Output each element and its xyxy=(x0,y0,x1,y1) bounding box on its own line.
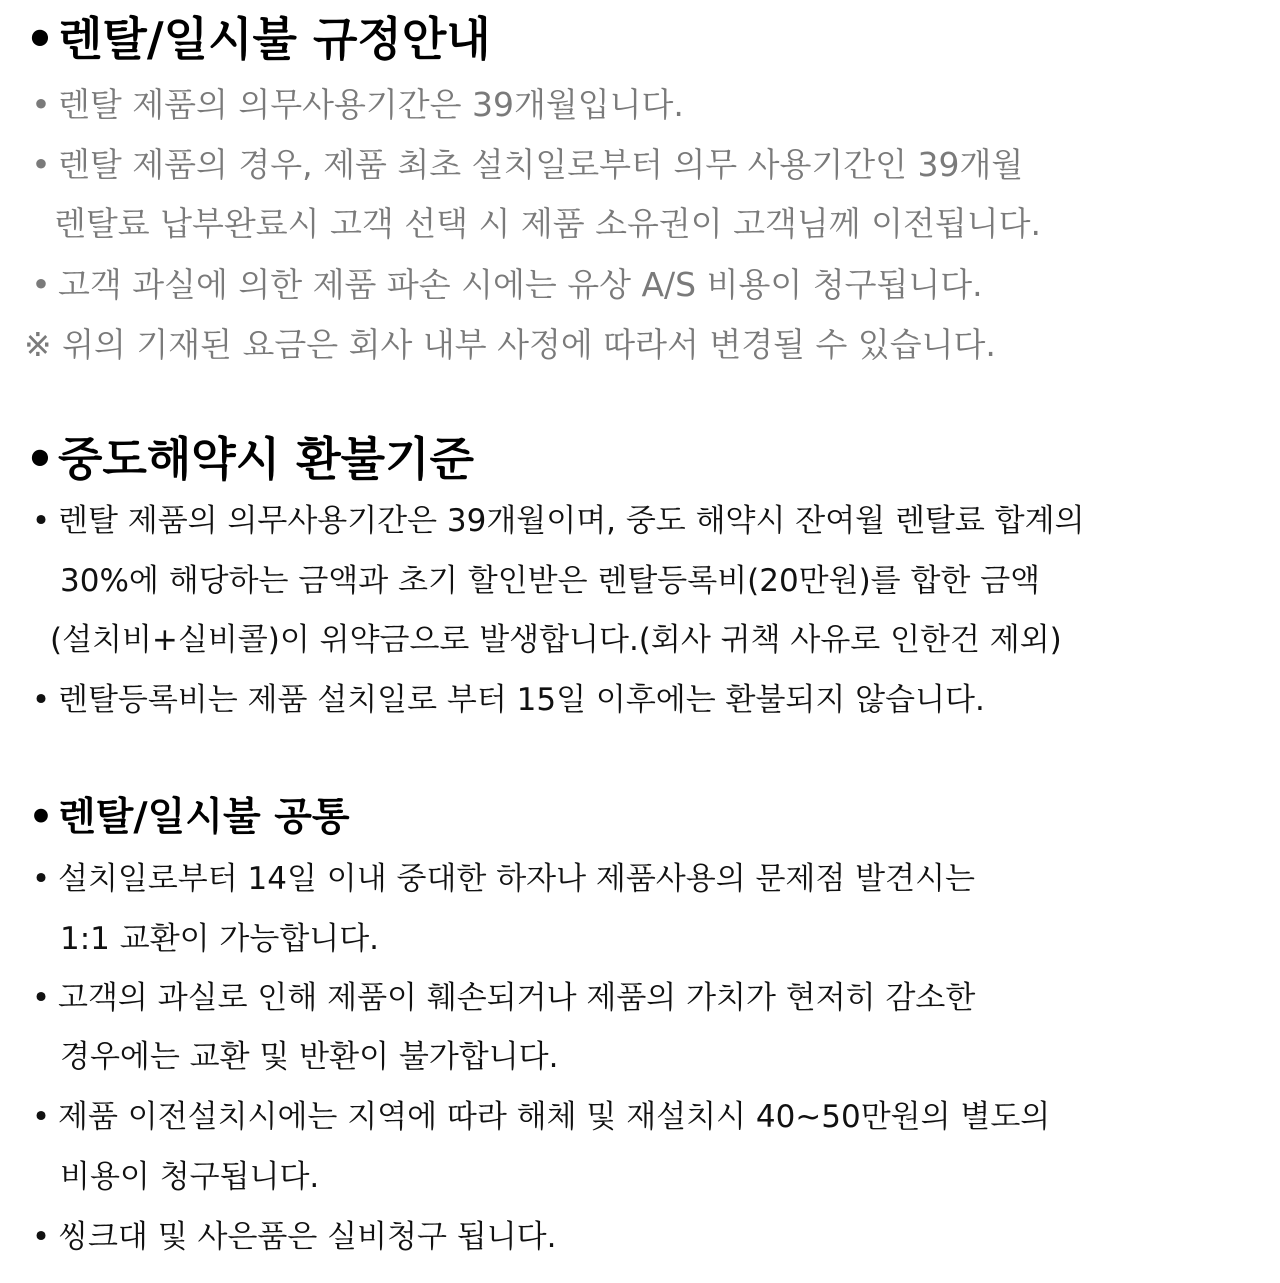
bullet-icon: • xyxy=(28,795,54,840)
list-item-continuation xyxy=(60,1039,559,1075)
list-item-text: 렌탈료 납부완료시 고객 선택 시 제품 소유권이 고객님께 이전됩니다. xyxy=(54,204,1041,243)
section-title-text: 렌탈/일시불 공통 xyxy=(58,795,350,840)
section-title-text: 중도해약시 환불기준 xyxy=(58,432,474,486)
list-item-continuation xyxy=(50,622,1062,658)
bullet-icon: • xyxy=(31,682,51,718)
list-item-text: 고객 과실에 의한 제품 파손 시에는 유상 A/S 비용이 청구됩니다. xyxy=(58,265,983,304)
list-item-text: 씽크대 및 사은품은 실비청구 됩니다. xyxy=(58,1219,557,1255)
bullet-icon: • xyxy=(25,12,55,66)
list-item-text: 렌탈 제품의 의무사용기간은 39개월입니다. xyxy=(58,85,684,124)
bullet-icon: • xyxy=(25,432,55,486)
bullet-icon: • xyxy=(31,1219,51,1255)
list-item-text: 렌탈 제품의 경우, 제품 최초 설치일로부터 의무 사용기간인 39개월 xyxy=(58,145,1024,184)
list-item xyxy=(24,861,975,897)
section-title-refund-policy xyxy=(22,432,474,486)
list-item-text: 설치일로부터 14일 이내 중대한 하자나 제품사용의 문제점 발견시는 xyxy=(58,861,975,897)
list-item xyxy=(24,682,985,718)
list-item-text: 1:1 교환이 가능합니다. xyxy=(60,921,380,957)
list-item xyxy=(24,503,1085,539)
notice-text: ※ 위의 기재된 요금은 회사 내부 사정에 따라서 변경될 수 있습니다. xyxy=(24,325,996,364)
bullet-icon: • xyxy=(31,145,51,184)
bullet-icon: • xyxy=(31,861,51,897)
bullet-icon: • xyxy=(31,503,51,539)
list-item-text: 제품 이전설치시에는 지역에 따라 해체 및 재설치시 40~50만원의 별도의 xyxy=(58,1099,1051,1135)
section-title-rental-rules xyxy=(22,12,491,66)
section-title-text: 렌탈/일시불 규정안내 xyxy=(58,12,491,66)
list-item xyxy=(24,265,983,304)
list-item xyxy=(24,145,1024,184)
list-item-text: 30%에 해당하는 금액과 초기 할인받은 렌탈등록비(20만원)를 합한 금액 xyxy=(60,563,1041,599)
notice-line xyxy=(24,325,996,364)
list-item xyxy=(24,1219,557,1255)
bullet-icon: • xyxy=(31,980,51,1016)
list-item-text: 렌탈 제품의 의무사용기간은 39개월이며, 중도 해약시 잔여월 렌탈료 합계의 xyxy=(58,503,1085,539)
list-item-text: 고객의 과실로 인해 제품이 훼손되거나 제품의 가치가 현저히 감소한 xyxy=(58,980,976,1016)
list-item xyxy=(24,85,684,124)
bullet-icon: • xyxy=(31,85,51,124)
list-item-continuation xyxy=(60,1159,320,1195)
list-item xyxy=(24,1099,1051,1135)
list-item-text: (설치비+실비콜)이 위약금으로 발생합니다.(회사 귀책 사유로 인한건 제외) xyxy=(50,622,1062,658)
section-title-common xyxy=(24,795,350,840)
list-item-text: 렌탈등록비는 제품 설치일로 부터 15일 이후에는 환불되지 않습니다. xyxy=(58,682,985,718)
list-item-text: 비용이 청구됩니다. xyxy=(60,1159,320,1195)
list-item-text: 경우에는 교환 및 반환이 불가합니다. xyxy=(60,1039,559,1075)
list-item-continuation xyxy=(60,921,380,957)
list-item xyxy=(24,980,976,1016)
list-item-continuation xyxy=(54,204,1041,243)
list-item-continuation xyxy=(60,563,1041,599)
bullet-icon: • xyxy=(31,265,51,304)
bullet-icon: • xyxy=(31,1099,51,1135)
